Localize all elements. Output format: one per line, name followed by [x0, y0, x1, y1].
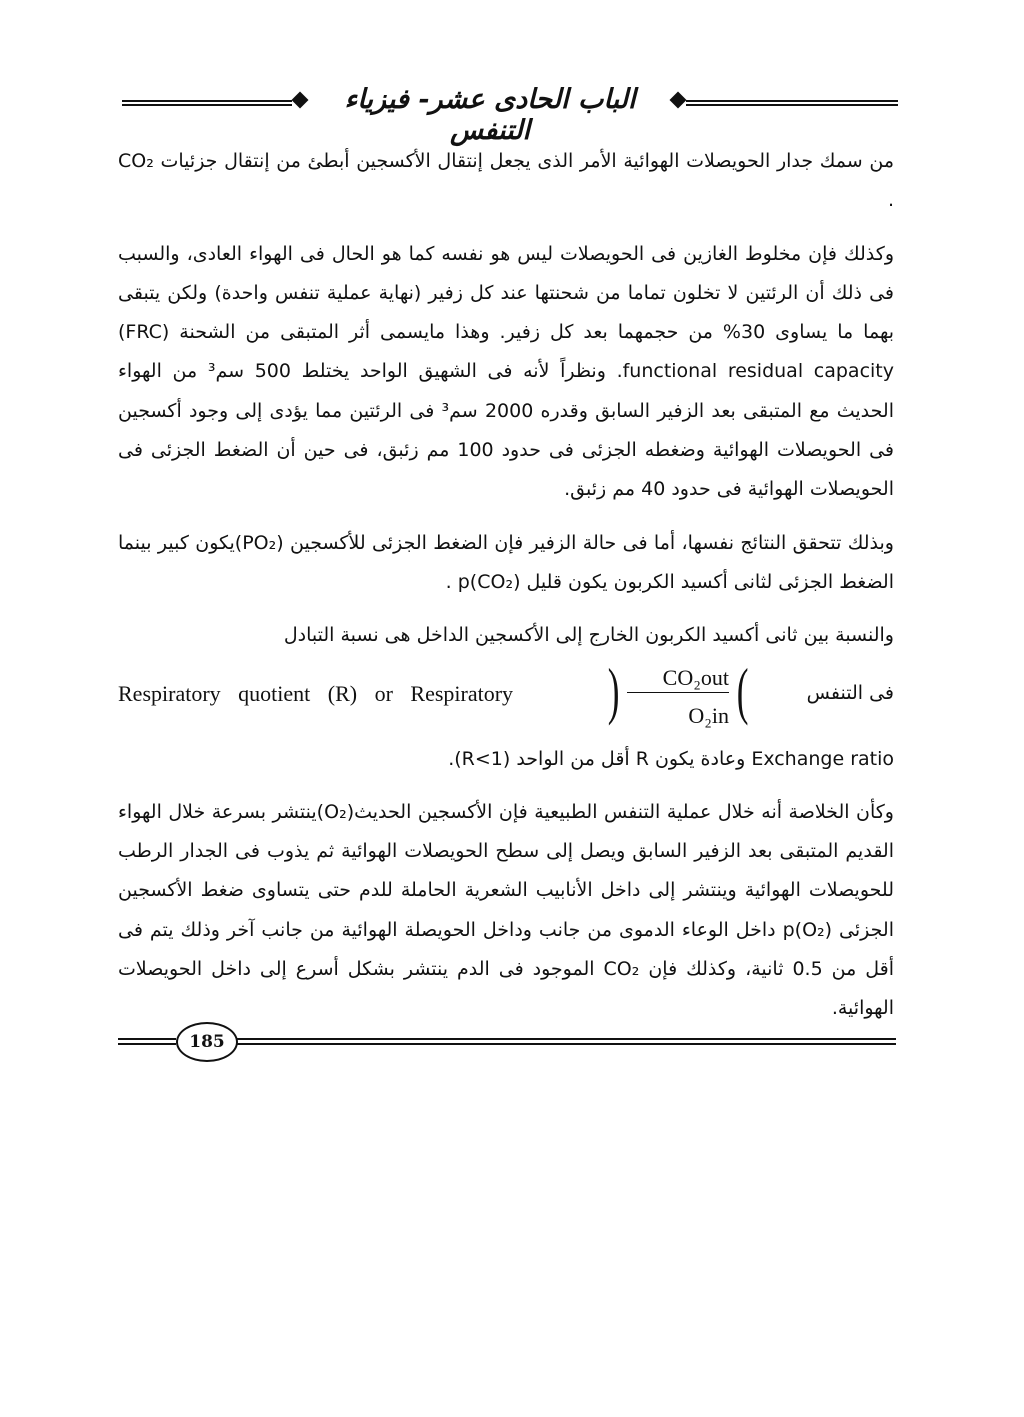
footer-rule-right: [236, 1038, 896, 1045]
right-paren: ): [736, 654, 749, 726]
paragraph-3: وبذلك تتحقق النتائج نفسها، أما فى حالة الزفير فإن الضغط الجزئى للأكسجين (PO₂)يكون كبير بينما الضغط الجزئى لثانى أكسيد الكربون يكون قليل (p(CO₂ .: [118, 531, 894, 593]
formula-left-text: Respiratory quotient (R) or Respiratory: [118, 680, 514, 706]
formula-right-text: فى التنفس: [806, 681, 894, 704]
paragraph-5: وكأن الخلاصة أنه خلال عملية التنفس الطبيعية فإن الأكسجين الحديث(O₂)ينتشر بسرعة خلال الهواء القديم المتبقى بعد الزفير السابق ويصل إلى سطح الحويصلات الهوائية ثم يذوب فى الجدار الرطب للحويصلات الهوائية وينتشر إلى داخل الأنابيب الشعرية الحاملة للدم حتى يتساوى ضغط الأكسجين الجزئى (p(O₂ داخل الوعاء الدموى من جانب وداخل الحويصلة الهوائية من جانب آخر وذلك يتم فى أقل من 0.5 ثانية، وكذلك فإن CO₂ الموجود فى الدم ينتشر بشكل أسرع إلى داخل الحويصلات الهوائية.: [118, 800, 894, 1020]
fraction-numerator: CO₂out: [662, 664, 729, 690]
left-paren: (: [607, 654, 620, 726]
diamond-ornament-icon: [670, 92, 687, 109]
page-number: 185: [176, 1022, 238, 1062]
header-rule-left: [122, 100, 292, 106]
chapter-title: الباب الحادى عشر- فيزياء التنفس: [344, 84, 636, 146]
body-text: [118, 142, 894, 1043]
respiratory-quotient-formula: [118, 656, 894, 738]
header-rule-right: [686, 100, 898, 106]
diamond-ornament-icon: [292, 92, 309, 109]
paragraph-1: من سمك جدار الحويصلات الهوائية الأمر الذى يجعل إنتقال الأكسجين أبطئ من إنتقال جزئيات CO₂ .: [118, 150, 894, 212]
fraction: [603, 656, 753, 732]
paragraph-4-line-1: والنسبة بين ثانى أكسيد الكربون الخارج إلى الأكسجين الداخل هى نسبة التبادل: [283, 624, 894, 647]
fraction-bar: [627, 692, 729, 693]
footer-rule-left: [118, 1038, 176, 1045]
paragraph-2: وكذلك فإن مخلوط الغازين فى الحويصلات ليس هو نفسه كما هو الحال فى الهواء العادى، والسبب فى ذلك أن الرئتين لا تخلون تماما من شحنتها عند كل زفير (نهاية عملية تنفس واحدة) ولكن يتبقى بهما ما يساوى 30% من حجمهما بعد كل زفير. وهذا مايسمى أثر المتبقى من الشحنة (FRC) functional residual capacity. ونظراً لأنه فى الشهيق الواحد يختلط 500 سم³ من الهواء الحديث مع المتبقى بعد الزفير السابق وقدره 2000 سم³ فى الرئتين مما يؤدى إلى وجود أكسجين فى الحويصلات الهوائية وضغطه الجزئى فى حدود 100 مم زئبق، فى حين أن الضغط الجزئى فى الحويصلات الهوائية فى حدود 40 مم زئبق.: [118, 242, 894, 501]
page-header: [122, 82, 898, 146]
paragraph-4-line-3: Exchange ratio وعادة يكون R أقل من الواحد (R<1).: [448, 747, 894, 770]
paragraph-4: [118, 616, 894, 779]
fraction-denominator: O₂in: [688, 702, 729, 728]
page-footer: [118, 1018, 896, 1068]
